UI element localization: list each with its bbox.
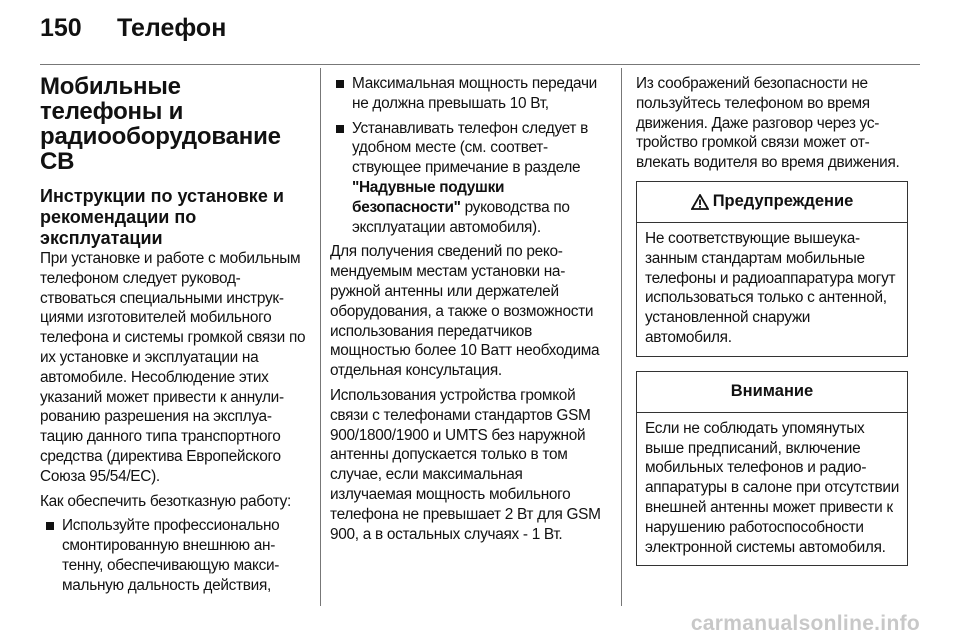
notice-body <box>637 413 907 566</box>
list-item: Устанавливать телефон следует в удобном месте (см. соответствующее примечание в разделе "Надувные подушки безопасности" руководства по эксплуатации автомобиля). <box>330 119 608 238</box>
column-right <box>636 74 908 580</box>
notice-box <box>636 371 908 567</box>
warning-body <box>637 223 907 356</box>
airbag-reference: "Надувные подушки безопасности" <box>352 178 505 216</box>
paragraph-handsfree: Использования устройства громкой связи с телефонами стандартов GSM 900/1800/1900 и UMTS без наружной антенны допускается только в том случае, если максимальная излучаемая мощность мобильного телефона не превышает 2 Вт для GSM 900, а в остальных случаях - 1 Вт. <box>330 386 601 543</box>
page-title: Телефон <box>117 14 227 42</box>
bullet-square-icon <box>336 80 344 88</box>
paragraph-installation: При установке и работе с мобильным телефоном следует руководствоваться специальными инструкциями изготовителей мобильного телефона и системы громкой связи по их установке и эксплуатации на автомобиле. Несоблюдение этих указаний может привести к аннулированию разрешения на эксплуатацию данного типа транспортного средства (директива Европейского Союза 95/54/EC). <box>40 250 306 485</box>
notice-header <box>637 372 907 413</box>
warning-box <box>636 181 908 357</box>
warning-title: Предупреждение <box>712 192 854 211</box>
warning-text: Не соответствующие вышеуказанным стандартам мобильные телефоны и радиоаппаратура могут использоваться только с антенной, установленной снаружи автомобиля. <box>645 229 896 346</box>
notice-text: Если не соблюдать упомянутых выше предписаний, включение мобильных телефонов и радиоаппаратуры в салоне при отсутствии внешней антенны может привести к нарушению работоспособности электронной системы автомобиля. <box>645 419 900 556</box>
paragraph-safety: Из соображений безопасности не пользуйтесь телефоном во время движения. Даже разговор через устройство громкой связи может отвлекать водителя во время движения. <box>636 75 900 172</box>
column-divider <box>320 68 321 606</box>
list-item: Максимальная мощность передачи не должна превышать 10 Вт, <box>330 74 608 114</box>
notice-title: Внимание <box>730 382 814 401</box>
warning-triangle-icon <box>691 194 709 210</box>
paragraph-antenna: Для получения сведений по рекомендуемым местам установки наружной антенны или держателей оборудования, а также о возможности использования передатчиков мощностью более 10 Ватт необходима отдельная консультация. <box>330 243 600 380</box>
bullet-square-icon <box>336 125 344 133</box>
page-number: 150 <box>40 14 82 42</box>
column-middle <box>330 74 608 549</box>
warning-header <box>637 182 907 223</box>
list-item: Используйте профессионально смонтированную внешнюю антенну, обеспечивающую максимальную дальность действия, <box>40 516 308 595</box>
column-divider <box>621 68 622 606</box>
page-header <box>0 0 960 64</box>
bullet-square-icon <box>46 522 54 530</box>
section-title: Мобильные телефоны и радиооборудование CB <box>40 73 281 175</box>
watermark: carmanualsonline.info <box>690 612 920 635</box>
column-left <box>40 74 308 601</box>
header-divider <box>40 64 920 65</box>
paragraph-how-to: Как обеспечить безотказную работу: <box>40 492 292 510</box>
subsection-title: Инструкции по установке и рекомендации по эксплуатации <box>40 186 284 248</box>
